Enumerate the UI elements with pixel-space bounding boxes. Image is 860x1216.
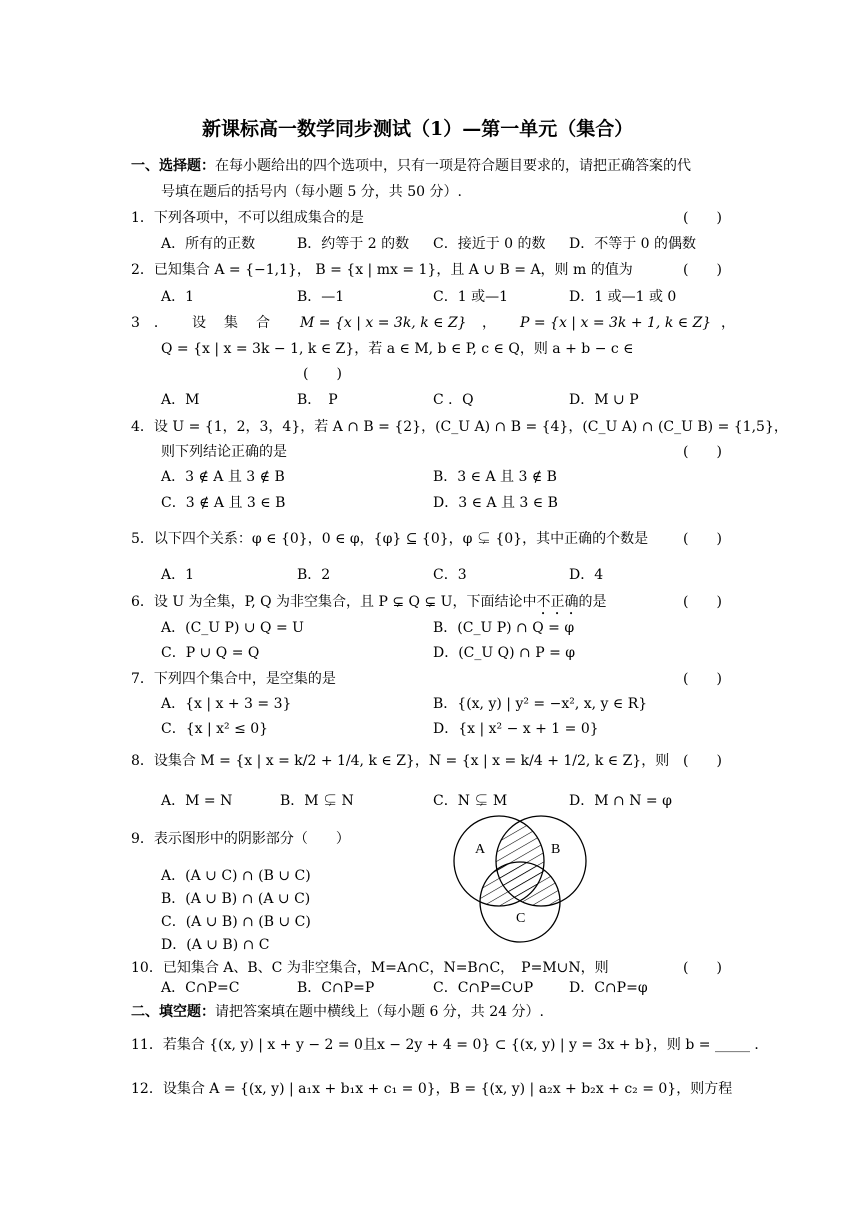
answer-paren-6: ( ) bbox=[683, 594, 722, 610]
q10-option-d: D．C∩P=φ bbox=[569, 980, 648, 996]
q6-option-b: B．(C_U P) ∩ Q = φ bbox=[433, 620, 575, 636]
question-3-line2: Q = {x | x = 3k − 1, k ∈ Z}，若 a ∈ M, b ∈ P, c ∈ Q，则 a + b − c ∈ bbox=[161, 341, 634, 357]
q5-option-a: A．1 bbox=[161, 567, 195, 583]
q2-option-b: B．—1 bbox=[297, 289, 345, 305]
q8-option-a: A．M = N bbox=[161, 793, 233, 809]
q1-option-a: A．所有的正数 bbox=[161, 236, 256, 252]
question-4-line2: 则下列结论正确的是 bbox=[161, 444, 287, 460]
section-1-text: 在每小题给出的四个选项中，只有一项是符合题目要求的，请把正确答案的代 bbox=[215, 158, 691, 174]
question-2: 2．已知集合 A = {−1,1}， B = {x | mx = 1}，且 A ∪ B = A，则 m 的值为 bbox=[131, 262, 633, 278]
question-12: 12．设集合 A = {(x, y) | a₁x + b₁x + c₁ = 0}，B = {(x, y) | a₂x + b₂x + c₂ = 0}，则方程 bbox=[131, 1081, 733, 1097]
question-1: 1．下列各项中，不可以组成集合的是 bbox=[131, 210, 364, 226]
q7-option-a: A．{x | x + 3 = 3} bbox=[161, 696, 292, 712]
question-3-set-m: M = {x | x = 3k, k ∈ Z} bbox=[300, 315, 467, 331]
venn-label-b: B bbox=[551, 842, 561, 857]
question-3-comma-2: ， bbox=[721, 315, 735, 331]
q7-option-d: D．{x | x² − x + 1 = 0} bbox=[433, 721, 599, 737]
q2-option-a: A．1 bbox=[161, 289, 195, 305]
question-6: 6．设 U 为全集，P, Q 为非空集合，且 P ⊊ Q ⊊ U，下面结论中不正确的是 bbox=[131, 594, 607, 610]
question-3-text-a: 设 集 合 bbox=[192, 315, 272, 331]
question-3-num: 3 ． bbox=[131, 315, 168, 331]
emphasis-not-correct: 不正确 bbox=[536, 594, 579, 610]
q7-option-c: C．{x | x² ≤ 0} bbox=[161, 721, 269, 737]
answer-paren-8: ( ) bbox=[683, 753, 722, 769]
q3-option-d: D．M ∪ P bbox=[569, 392, 639, 408]
question-8: 8．设集合 M = {x | x = k/2 + 1/4, k ∈ Z}，N = {x | x = k/4 + 1/2, k ∈ Z}，则 bbox=[131, 753, 670, 769]
q9-option-a: A．(A ∪ C) ∩ (B ∪ C) bbox=[161, 868, 311, 884]
venn-diagram bbox=[448, 806, 598, 956]
q5-option-d: D．4 bbox=[569, 567, 604, 583]
q6-option-c: C．P ∪ Q = Q bbox=[161, 645, 260, 661]
q9-option-c: C．(A ∪ B) ∩ (B ∪ C) bbox=[161, 914, 311, 930]
q4-option-c: C．3 ∉ A 且 3 ∈ B bbox=[161, 495, 286, 511]
q6-option-a: A．(C_U P) ∪ Q = U bbox=[161, 620, 304, 636]
question-7: 7．下列四个集合中，是空集的是 bbox=[131, 671, 336, 687]
q6-option-d: D．(C_U Q) ∩ P = φ bbox=[433, 645, 576, 661]
answer-paren-4: ( ) bbox=[683, 444, 722, 460]
question-9: 9．表示图形中的阴影部分（ ） bbox=[131, 831, 350, 847]
q2-option-c: C．1 或—1 bbox=[433, 289, 508, 305]
question-3-comma-1: ， bbox=[482, 315, 496, 331]
q8-option-d: D．M ∩ N = φ bbox=[569, 793, 672, 809]
q7-option-b: B．{(x, y) | y² = −x², x, y ∈ R} bbox=[433, 696, 648, 712]
q9-option-b: B．(A ∪ B) ∩ (A ∪ C) bbox=[161, 891, 311, 907]
section-2-text: 请把答案填在题中横线上（每小题 6 分，共 24 分）. bbox=[215, 1004, 544, 1020]
section-1-label: 一、选择题： bbox=[131, 158, 215, 174]
q3-option-a: A．M bbox=[161, 392, 200, 408]
question-10: 10．已知集合 A、B、C 为非空集合，M=A∩C，N=B∩C， P=M∪N，则 bbox=[131, 960, 609, 976]
section-1-instructions bbox=[131, 156, 691, 176]
question-11: 11．若集合 {(x, y) | x + y − 2 = 0且x − 2y + 4 = 0} ⊂ {(x, y) | y = 3x + b}，则 b = _____ ． bbox=[131, 1037, 769, 1053]
q1-option-d: D．不等于 0 的偶数 bbox=[569, 236, 697, 252]
question-4: 4．设 U = {1，2，3，4}，若 A ∩ B = {2}，(C_U A) ∩ B = {4}，(C_U A) ∩ (C_U B) = {1,5}， bbox=[131, 419, 788, 435]
answer-paren-5: ( ) bbox=[683, 531, 722, 547]
q9-option-d: D．(A ∪ B) ∩ C bbox=[161, 937, 270, 953]
answer-paren-7: ( ) bbox=[683, 671, 722, 687]
section-2-instructions bbox=[131, 1002, 544, 1022]
section-1-text-line2: 号填在题后的括号内（每小题 5 分，共 50 分）. bbox=[161, 184, 462, 200]
q4-option-b: B．3 ∈ A 且 3 ∉ B bbox=[433, 469, 557, 485]
answer-paren-1: ( ) bbox=[683, 210, 722, 226]
q3-option-b: B． P bbox=[297, 392, 338, 408]
question-5: 5．以下四个关系：φ ∈ {0}，0 ∈ φ，{φ} ⊆ {0}，φ ⊊ {0}，其中正确的个数是 bbox=[131, 531, 649, 547]
q4-option-a: A．3 ∉ A 且 3 ∉ B bbox=[161, 469, 285, 485]
answer-paren-3: ( ) bbox=[303, 366, 342, 382]
q8-option-c: C．N ⊊ M bbox=[433, 793, 508, 809]
q10-option-a: A．C∩P=C bbox=[161, 980, 240, 996]
q2-option-d: D．1 或—1 或 0 bbox=[569, 289, 677, 305]
q10-option-b: B．C∩P=P bbox=[297, 980, 375, 996]
q1-option-b: B．约等于 2 的数 bbox=[297, 236, 410, 252]
answer-paren-2: ( ) bbox=[683, 262, 722, 278]
question-3-set-p: P = {x | x = 3k + 1, k ∈ Z} bbox=[520, 315, 712, 331]
venn-label-a: A bbox=[475, 842, 486, 857]
section-2-label: 二、填空题： bbox=[131, 1004, 215, 1020]
q3-option-c: C ．Q bbox=[433, 392, 474, 408]
page-title: 新课标高一数学同步测试（1）—第一单元（集合） bbox=[202, 118, 634, 140]
venn-label-c: C bbox=[516, 911, 526, 926]
q8-option-b: B．M ⊊ N bbox=[280, 793, 354, 809]
q1-option-c: C．接近于 0 的数 bbox=[433, 236, 546, 252]
q4-option-d: D．3 ∈ A 且 3 ∈ B bbox=[433, 495, 558, 511]
answer-paren-10: ( ) bbox=[683, 960, 722, 976]
q10-option-c: C．C∩P=C∪P bbox=[433, 980, 534, 996]
q5-option-b: B．2 bbox=[297, 567, 331, 583]
q5-option-c: C．3 bbox=[433, 567, 467, 583]
shaded-region bbox=[480, 816, 586, 942]
